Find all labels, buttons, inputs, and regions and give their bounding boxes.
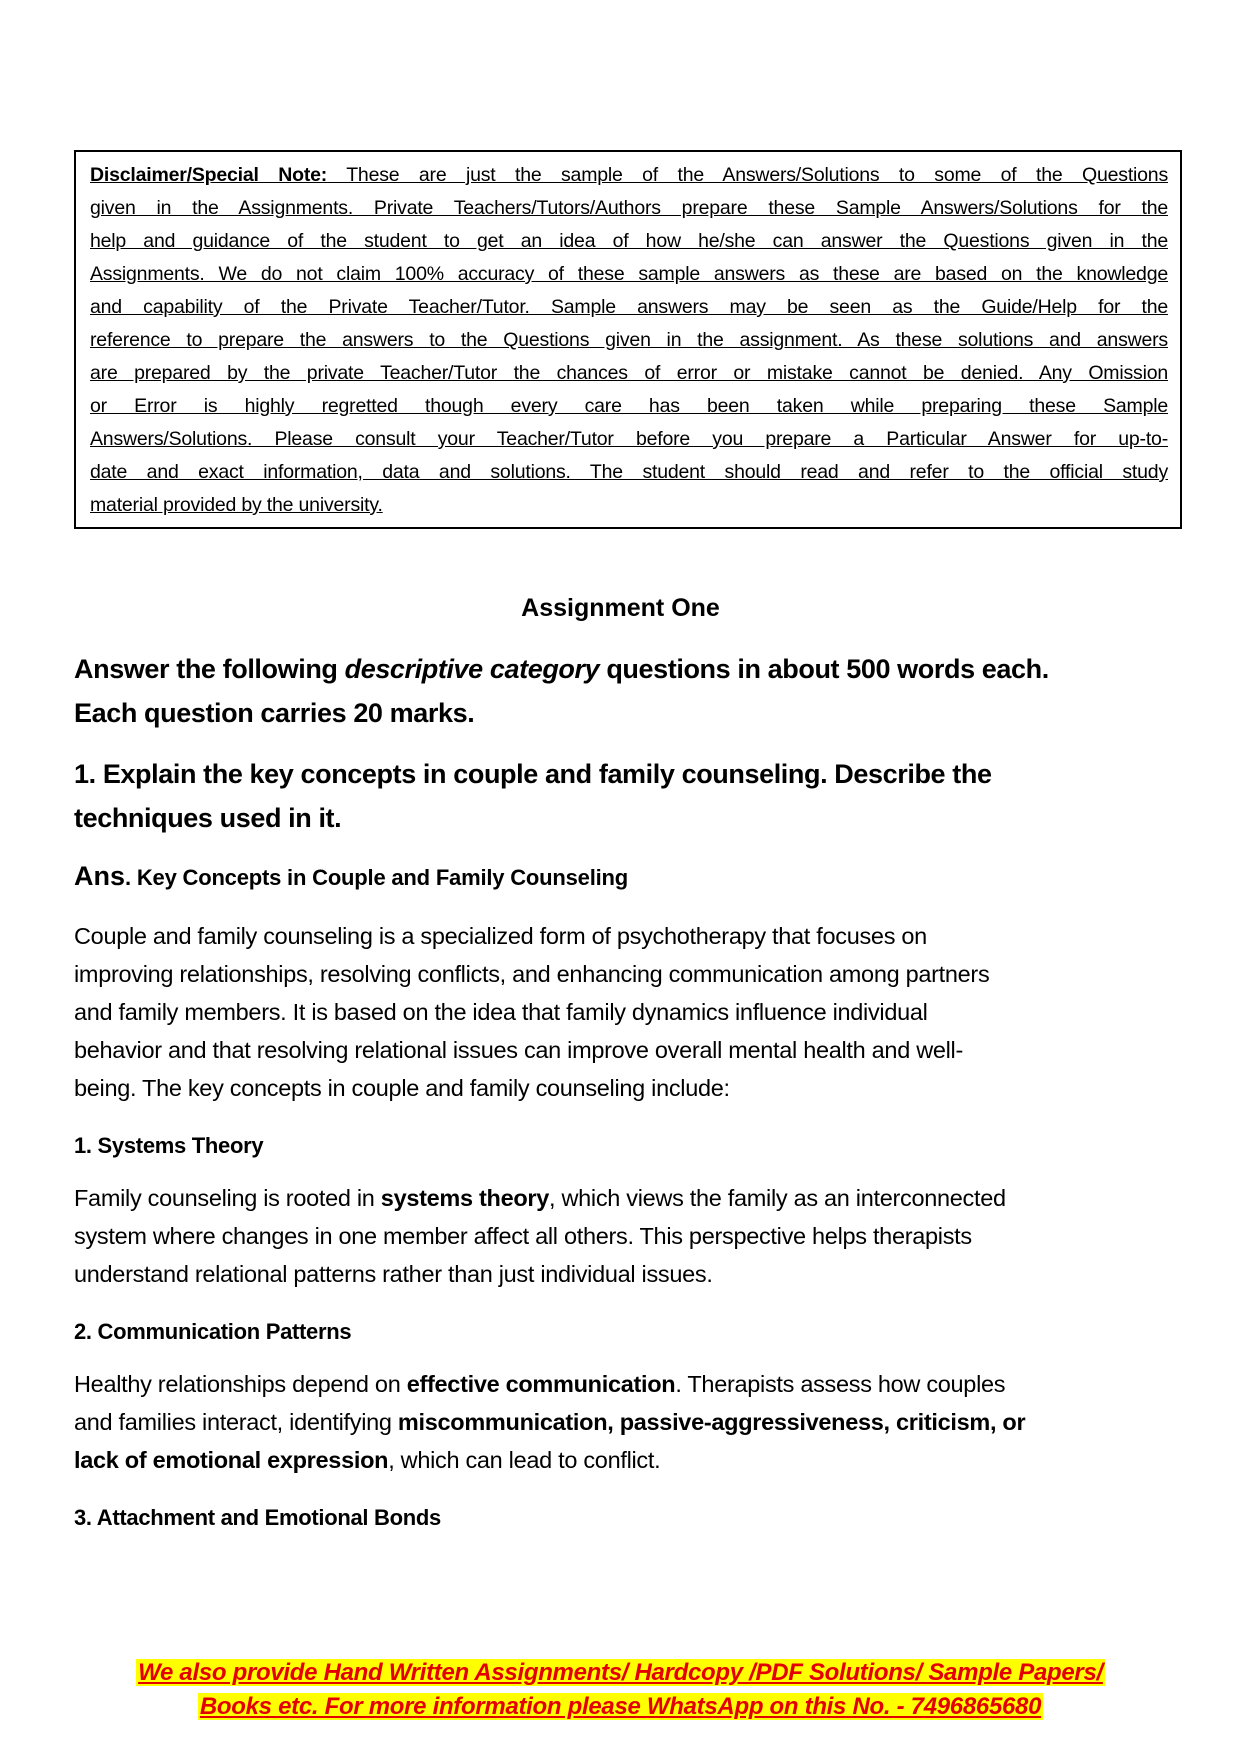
disclaimer-line: and capability of the Private Teacher/Tutor. Sample answers may be seen as the Guide/Help for the	[90, 296, 1168, 318]
answer-title: Key Concepts in Couple and Family Counseling	[136, 865, 628, 890]
section-2-line: lack of emotional expression, which can lead to conflict.	[74, 1447, 661, 1473]
disclaimer-line: Answers/Solutions. Please consult your Teacher/Tutor before you prepare a Particular Answer for up-to-	[90, 428, 1168, 450]
section-heading-communication-patterns: 2. Communication Patterns	[74, 1319, 352, 1344]
disclaimer-line: Disclaimer/Special Note: These are just the sample of the Answers/Solutions to some of the Questions	[90, 164, 1169, 186]
section-heading-systems-theory: 1. Systems Theory	[74, 1133, 264, 1158]
intro-line: behavior and that resolving relational issues can improve overall mental health and well-	[74, 1037, 963, 1063]
disclaimer-line: material provided by the university.	[90, 494, 383, 516]
section-1-line: system where changes in one member affect all others. This perspective helps therapists	[74, 1223, 972, 1249]
section-1-line: understand relational patterns rather than just individual issues.	[74, 1261, 713, 1287]
disclaimer-line: date and exact information, data and solutions. The student should read and refer to the official study	[90, 461, 1168, 483]
section-1-line: Family counseling is rooted in systems theory, which views the family as an interconnected	[74, 1185, 1006, 1211]
assignment-title: Assignment One	[521, 594, 720, 622]
disclaimer-line: reference to prepare the answers to the Questions given in the assignment. As these solutions and answers	[90, 329, 1168, 351]
intro-line: and family members. It is based on the idea that family dynamics influence individual	[74, 999, 928, 1025]
intro-line: Couple and family counseling is a specialized form of psychotherapy that focuses on	[74, 923, 927, 949]
footer-promo-line-1: We also provide Hand Written Assignments/ Hardcopy /PDF Solutions/ Sample Papers/	[138, 1659, 1103, 1686]
intro-line: improving relationships, resolving conflicts, and enhancing communication among partners	[74, 961, 990, 987]
answer-heading: Ans. Key Concepts in Couple and Family Counseling	[74, 861, 628, 891]
instructions-italic: descriptive category	[344, 654, 600, 684]
disclaimer-label: Disclaimer/Special Note:	[90, 164, 328, 186]
question-line-1: 1. Explain the key concepts in couple and family counseling. Describe the	[74, 759, 992, 789]
section-2-line: Healthy relationships depend on effective communication. Therapists assess how couples	[74, 1371, 1006, 1397]
instructions-line-1: Answer the following descriptive category questions in about 500 words each.	[74, 654, 1049, 684]
intro-line: being. The key concepts in couple and family counseling include:	[74, 1075, 730, 1101]
disclaimer-line: Assignments. We do not claim 100% accuracy of these sample answers as these are based on the knowledge	[90, 263, 1168, 285]
section-heading-attachment: 3. Attachment and Emotional Bonds	[74, 1505, 441, 1530]
answer-prefix: Ans	[74, 861, 126, 891]
footer-promo-line-2: Books etc. For more information please WhatsApp on this No. - 7496865680	[199, 1693, 1042, 1720]
disclaimer-line: are prepared by the private Teacher/Tutor the chances of error or mistake cannot be denied. Any Omission	[90, 362, 1168, 384]
instructions-line-2: Each question carries 20 marks.	[74, 698, 475, 728]
section-2-line: and families interact, identifying miscommunication, passive-aggressiveness, criticism, or	[74, 1409, 1026, 1435]
disclaimer-line: or Error is highly regretted though every care has been taken while preparing these Sample	[90, 395, 1168, 417]
question-line-2: techniques used in it.	[74, 803, 342, 833]
disclaimer-line: help and guidance of the student to get an idea of how he/she can answer the Questions given in the	[90, 230, 1168, 252]
disclaimer-line: given in the Assignments. Private Teachers/Tutors/Authors prepare these Sample Answers/Solutions for the	[90, 197, 1168, 219]
